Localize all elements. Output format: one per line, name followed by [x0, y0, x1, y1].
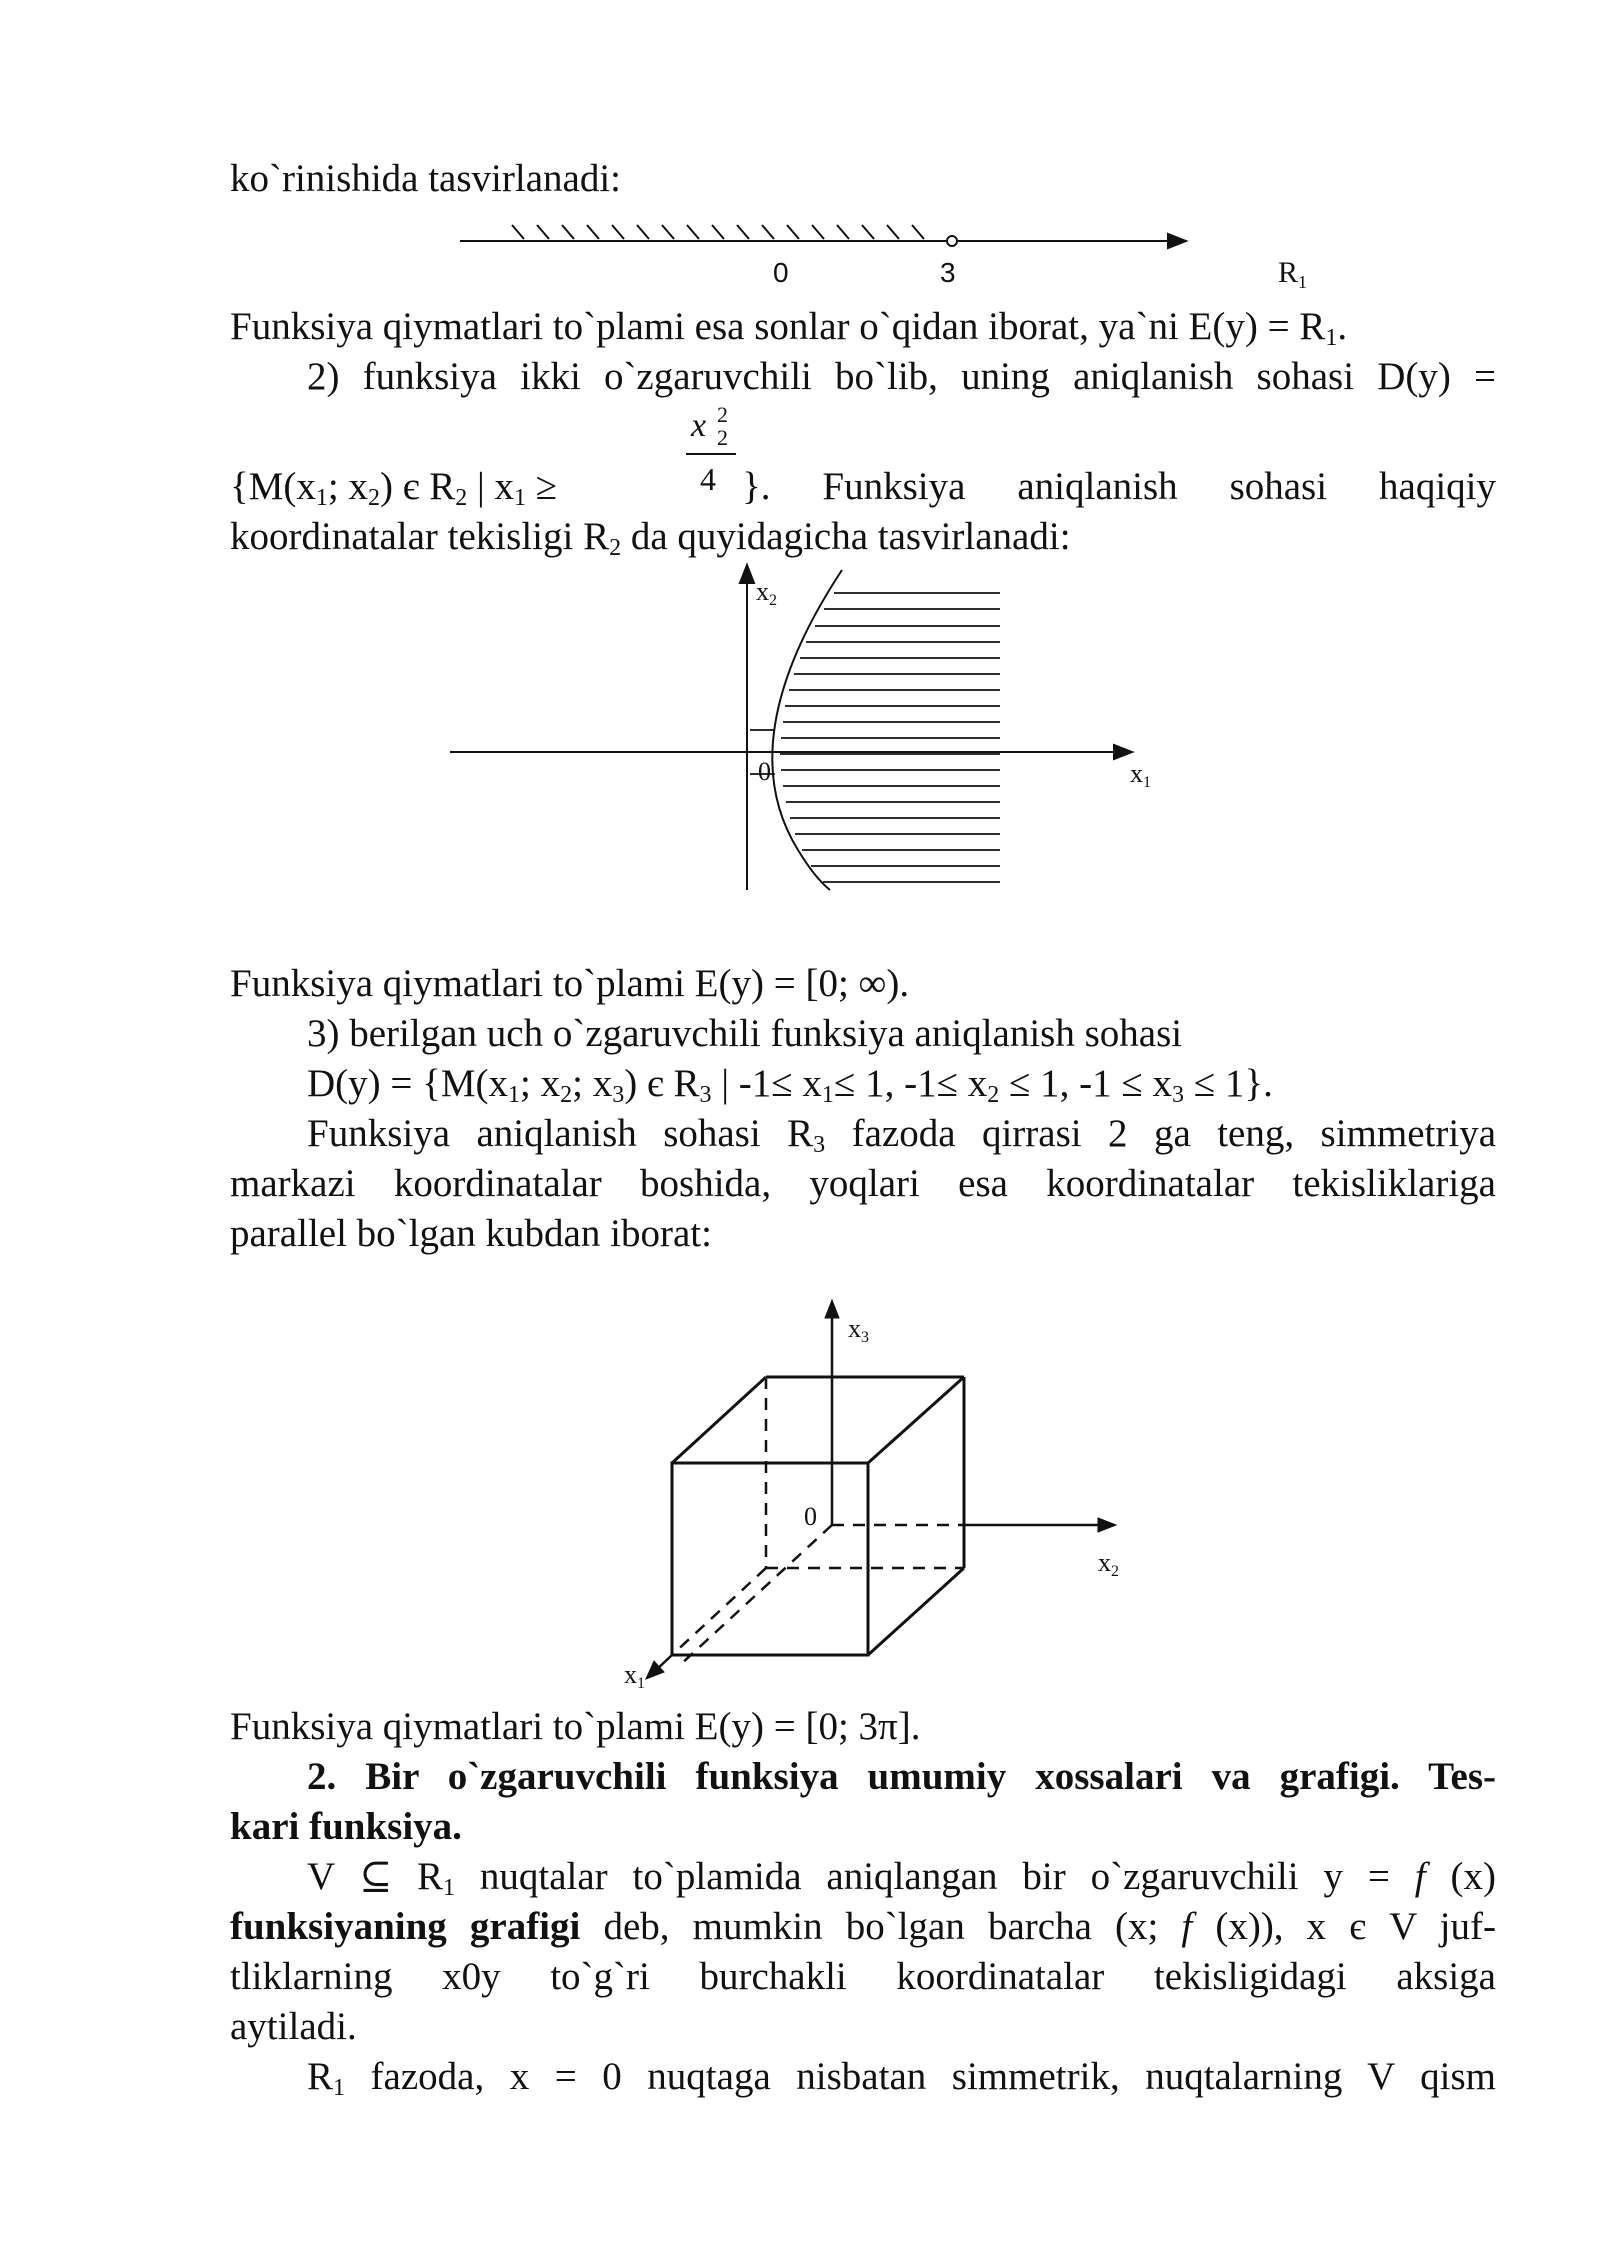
text-line [230, 1853, 1496, 1901]
text-line [230, 1210, 1496, 1258]
text-span: ≤ 1, -1 ≤ x [999, 1062, 1173, 1105]
subscript: 3 [813, 1132, 826, 1158]
text-span: tliklarning x0y to`g`ri burchakli koordinatalar tekisligidagi aksiga [230, 1955, 1496, 1998]
text-span: (x)), x є V juf- [1192, 1905, 1496, 1948]
text-span: nuqtalar to`plamida aniqlangan bir o`zgaruvchili y = [454, 1855, 1415, 1898]
text-span: ; x [572, 1062, 613, 1105]
subscript: 1 [821, 1082, 834, 1108]
x2-label: x2 [1098, 1548, 1119, 1580]
bold-term: funksiyaning grafigi [230, 1905, 581, 1948]
subscript: 2 [987, 1082, 1000, 1108]
text-line [230, 1110, 1496, 1158]
text-line [230, 960, 1496, 1008]
subscript: 3 [612, 1082, 625, 1108]
text-span: deb, mumkin bo`lgan barcha (x; [580, 1905, 1182, 1948]
text-line [230, 155, 1496, 203]
text-span: Funksiya aniqlanish sohasi R [307, 1112, 814, 1155]
text-span: D(y) = {M(x [307, 1062, 509, 1105]
fraction-numerator: x [691, 407, 707, 444]
text-span: parallel bo`lgan kubdan iborat: [230, 1212, 712, 1255]
cube-edge [868, 1377, 964, 1463]
open-point-marker [947, 236, 957, 246]
text-line [230, 303, 1496, 351]
fraction-denominator: 4 [700, 461, 716, 497]
text-span: Funksiya qiymatlari to`plami E(y) = [0; ∞). [230, 962, 910, 1005]
text-line [230, 353, 1496, 401]
subscript: 1 [1325, 325, 1338, 351]
subscript: 1 [315, 485, 328, 511]
text-span: 2) funksiya ikki o`zgaruvchili bo`lib, uning aniqlanish sohasi D(y) = [307, 355, 1496, 398]
x1-arrow-icon [1114, 745, 1132, 759]
text-span: fazoda qirrasi 2 ga teng, simmetriya [825, 1112, 1496, 1155]
text-span: R [307, 2055, 334, 2098]
text-span: ≤ 1, -1≤ x [833, 1062, 988, 1105]
text-span: kari funksiya. [230, 1805, 462, 1848]
text-span: | -1≤ x [711, 1062, 822, 1105]
text-span: ; x [327, 465, 368, 508]
fraction-sup: 2 [717, 402, 728, 427]
section-heading [230, 1753, 1496, 1801]
text-span: da quyidagicha tasvirlanadi: [621, 515, 1071, 558]
x1-label: x1 [1130, 759, 1151, 791]
text-span: aytiladi. [230, 2005, 357, 2048]
subscript: 1 [514, 485, 527, 511]
x2-arrow-icon [740, 565, 754, 583]
parabola-domain-figure [440, 560, 1160, 960]
text-span: 3) berilgan uch o`zgaruvchili funksiya aniqlanish sohasi [307, 1012, 1183, 1055]
subscript: 3 [1172, 1082, 1185, 1108]
text-line [230, 1703, 1496, 1751]
x1-label: x1 [624, 1660, 645, 1692]
origin-label: 0 [804, 1502, 817, 1531]
text-span: 2. Bir o`zgaruvchili funksiya umumiy xossalari va grafigi. Tes- [307, 1755, 1496, 1798]
text-span: | x [467, 465, 515, 508]
parabola-curve [772, 570, 842, 890]
text-line [230, 1953, 1496, 2001]
text-span: ; x [520, 1062, 561, 1105]
axis-arrow-icon [1168, 234, 1186, 248]
fraction-sub: 2 [717, 425, 728, 450]
text-span: ) є R [624, 1062, 700, 1105]
text-line [230, 2003, 1496, 2051]
text-span: ko`rinishida tasvirlanadi: [230, 157, 621, 200]
hatch-marks [512, 225, 924, 239]
text-span: f [1414, 1855, 1426, 1898]
subscript: 1 [333, 2075, 346, 2101]
text-line [230, 1160, 1496, 1208]
section-heading [230, 1803, 1496, 1851]
subscript: 1 [508, 1082, 521, 1108]
text-span: ) є R [379, 465, 456, 508]
text-line [230, 2053, 1496, 2101]
hidden-edges [672, 1377, 964, 1665]
subscript: 1 [442, 1875, 455, 1901]
text-line [230, 1060, 1496, 1108]
origin-label: 0 [758, 757, 771, 786]
cube-figure [610, 1285, 1150, 1705]
text-span: koordinatalar tekisligi R [230, 515, 610, 558]
text-span: . [1337, 305, 1348, 348]
text-line [230, 513, 1496, 561]
tick-three: 3 [940, 257, 956, 288]
subscript: 2 [455, 485, 468, 511]
text-span: ≤ 1}. [1184, 1062, 1273, 1105]
x3-label: x3 [848, 1314, 869, 1346]
text-span: ≥ [526, 465, 558, 508]
axis-label-r1: $R_1$ [1278, 256, 1308, 292]
text-span: markazi koordinatalar boshida, yoqlari esa koordinatalar tekisliklariga [230, 1162, 1496, 1205]
cube-edge [868, 1568, 964, 1655]
text-span: f [1181, 1905, 1193, 1948]
subscript: 3 [699, 1082, 712, 1108]
text-span: Funksiya qiymatlari to`plami esa sonlar o`qidan iborat, ya`ni E(y) = R [230, 305, 1326, 348]
text-span: Funksiya qiymatlari to`plami E(y) = [0; 3π]. [230, 1705, 921, 1748]
subscript: 2 [367, 485, 380, 511]
text-span: {M(x [230, 465, 316, 508]
text-span: V ⊆ R [307, 1855, 443, 1898]
tick-zero: 0 [773, 257, 789, 288]
text-line [230, 1010, 1496, 1058]
x2-arrow-icon [1098, 1518, 1116, 1532]
subscript: 2 [560, 1082, 573, 1108]
text-span: }. Funksiya aniqlanish sohasi haqiqiy [742, 465, 1496, 508]
number-line-figure [450, 222, 1330, 294]
text-line [742, 463, 1496, 511]
x2-label: x2 [756, 577, 777, 609]
x3-arrow-icon [825, 1300, 839, 1318]
hatch-lines [750, 593, 1000, 882]
cube-edge [672, 1377, 766, 1463]
subscript: 2 [609, 535, 622, 561]
text-span: (x) [1425, 1855, 1496, 1898]
text-span: fazoda, x = 0 nuqtaga nisbatan simmetrik, nuqtalarning V qism [345, 2055, 1496, 2098]
text-line [230, 1903, 1496, 1951]
